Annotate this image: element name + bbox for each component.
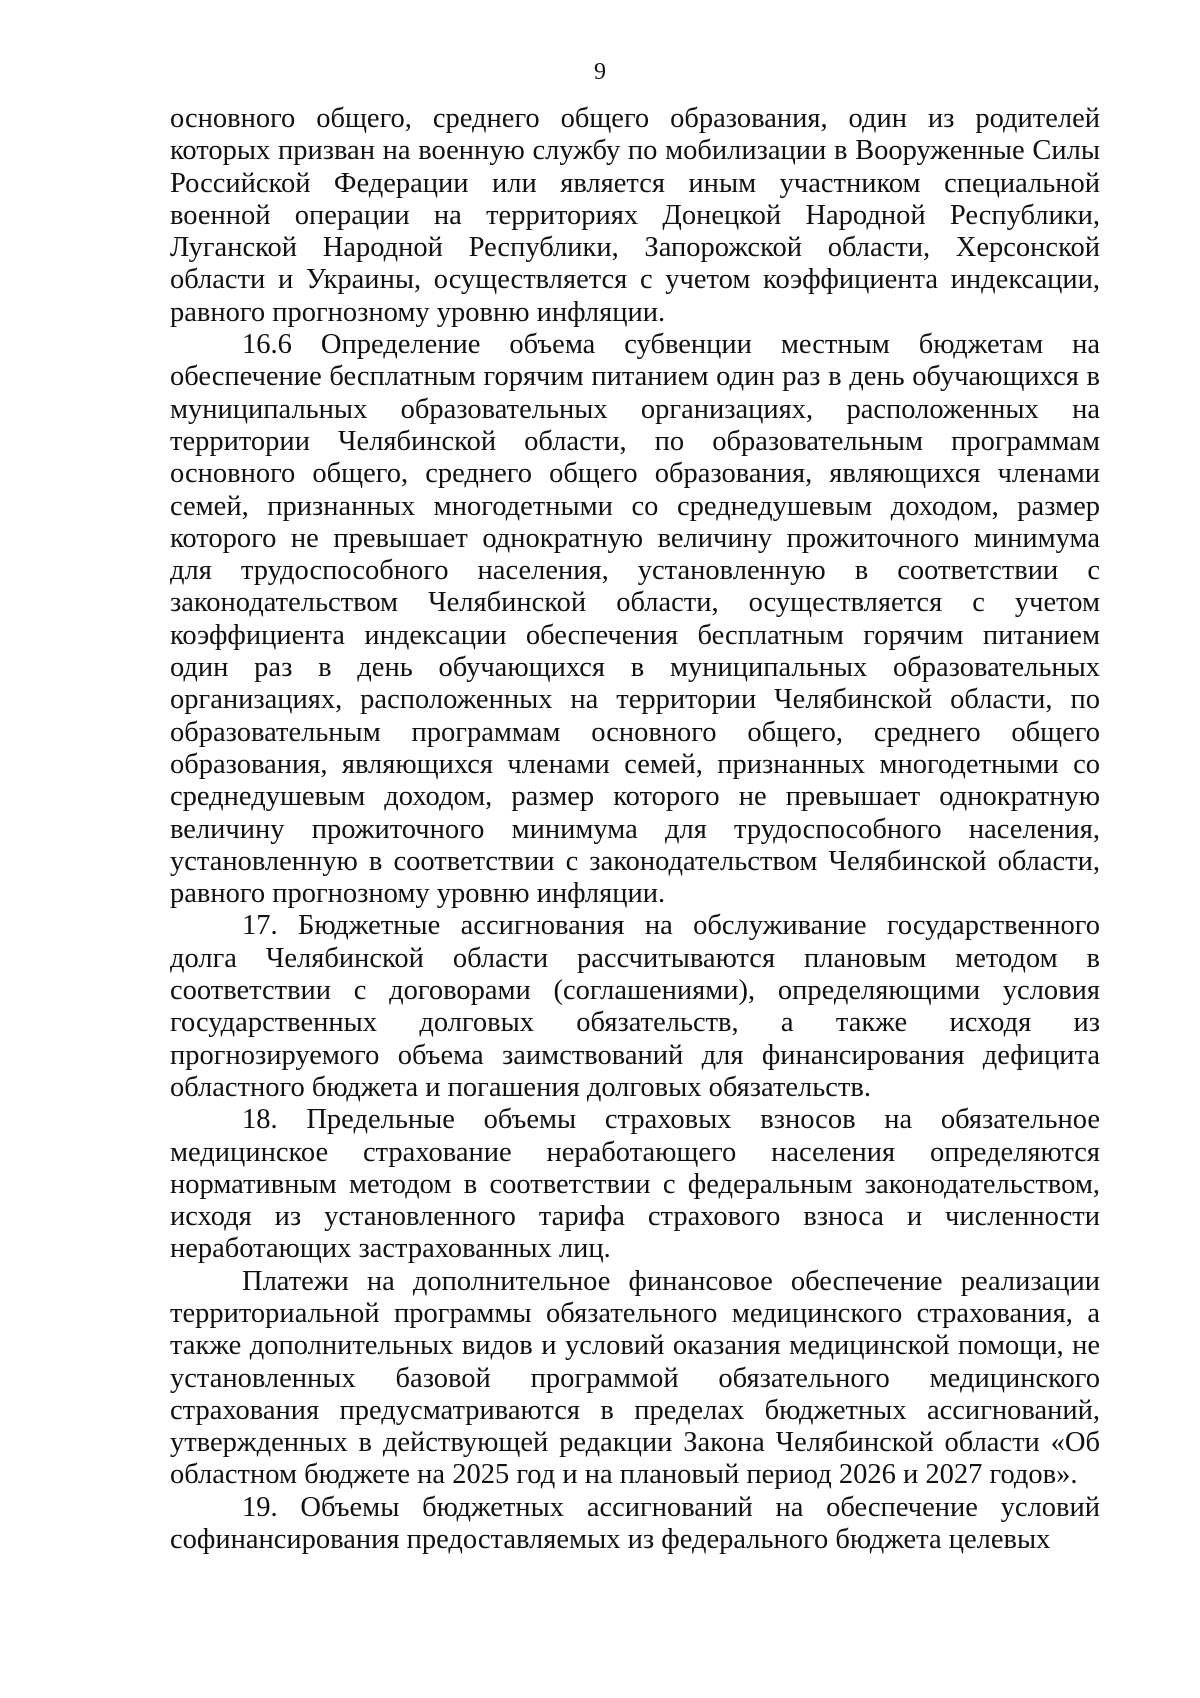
paragraph-payments: Платежи на дополнительное финансовое обеспечение реализации территориальной программы обязательного медицинского страхования, а также дополнительных видов и условий оказания медицинской помощи, не установленных базовой программой обязательного медицинского страхования предусматриваются в пределах бюджетных ассигнований, утвержденных в действующей редакции Закона Челябинской области «Об областном бюджете на 2025 год и на плановый период 2026 и 2027 годов».: [170, 1265, 1100, 1491]
paragraph-continuation: основного общего, среднего общего образования, один из родителей которых призван на военную службу по мобилизации в Вооруженные Силы Российской Федерации или является иным участником специальной военной операции на территориях Донецкой Народной Республики, Луганской Народной Республики, Запорожской области, Херсонской области и Украины, осуществляется с учетом коэффициента индексации, равного прогнозному уровню инфляции.: [170, 103, 1100, 328]
paragraph-16-6: 16.6 Определение объема субвенции местным бюджетам на обеспечение бесплатным горячим питанием один раз в день обучающихся в муниципальных образовательных организациях, расположенных на территории Челябинской области, по образовательным программам основного общего, среднего общего образования, являющихся членами семей, признанных многодетными со среднедушевым доходом, размер которого не превышает однократную величину прожиточного минимума для трудоспособного населения, установленную в соответствии с законодательством Челябинской области, осуществляется с учетом коэффициента индексации обеспечения бесплатным горячим питанием один раз в день обучающихся в муниципальных образовательных организациях, расположенных на территории Челябинской области, по образовательным программам основного общего, среднего общего образования, являющихся членами семей, признанных многодетными со среднедушевым доходом, размер которого не превышает однократную величину прожиточного минимума для трудоспособного населения, установленную в соответствии с законодательством Челябинской области, равного прогнозному уровню инфляции.: [170, 329, 1100, 910]
paragraph-19: 19. Объемы бюджетных ассигнований на обеспечение условий софинансирования предоставляемых из федерального бюджета целевых: [170, 1491, 1100, 1556]
page-number: 9: [594, 59, 606, 85]
paragraph-18: 18. Предельные объемы страховых взносов на обязательное медицинское страхование неработающего населения определяются нормативным методом в соответствии с федеральным законодательством, исходя из установленного тарифа страхового взноса и численности неработающих застрахованных лиц.: [170, 1104, 1100, 1265]
paragraph-17: 17. Бюджетные ассигнования на обслуживание государственного долга Челябинской области рассчитываются плановым методом в соответствии с договорами (соглашениями), определяющими условия государственных долговых обязательств, а также исходя из прогнозируемого объема заимствований для финансирования дефицита областного бюджета и погашения долговых обязательств.: [170, 910, 1100, 1103]
document-body: [170, 103, 1100, 1556]
